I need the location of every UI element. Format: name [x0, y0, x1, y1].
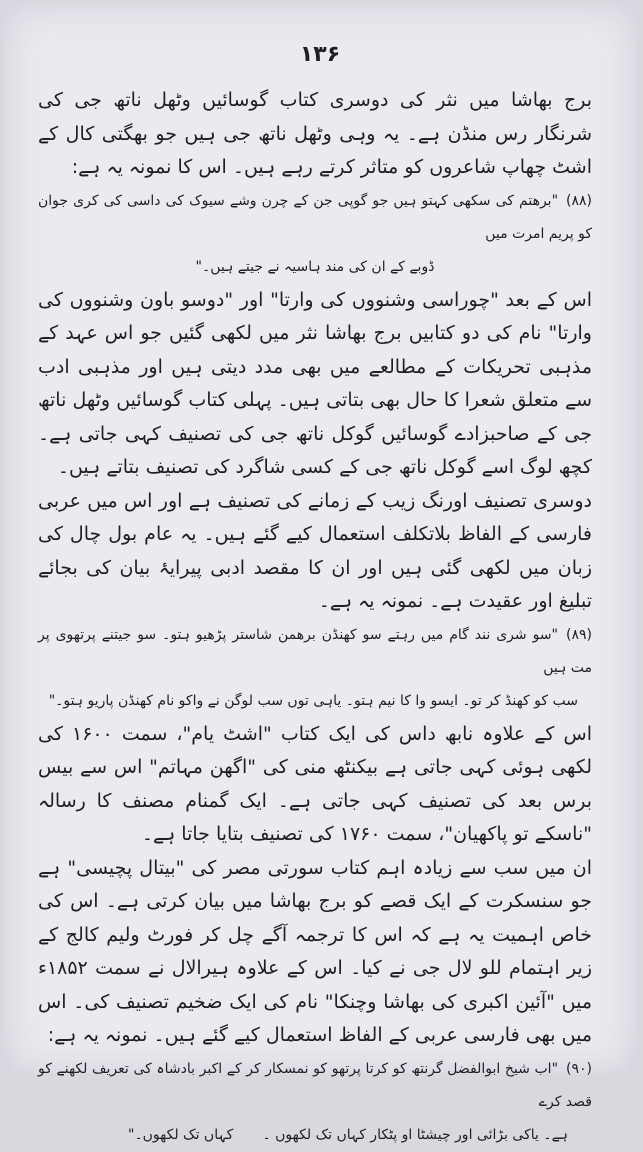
paragraph-1: برج بھاشا میں نثر کی دوسری کتاب گوسائیں وٹھل ناتھ جی کی شرنگار رس منڈن ہے۔ یہ وہی وٹھل ناتھ جی ہیں جو بھگتی کال کے اشٹ چھاپ شاعروں کو متاثر کرتے رہے ہیں۔ اس کا نمونہ یہ ہے: [38, 89, 592, 178]
quote-line: ڈوبے کے ان کی مند ہاسیہ نے جیتے ہیں۔" [195, 258, 435, 275]
page-number: ۱۳۶ [299, 42, 341, 67]
document-page [4, 4, 636, 1143]
quote-line: "اب شیخ ابوالفضل گرنتھ کو کرتا پرتھو کو نمسکار کر کے اکبر بادشاہ کی تعریف لکھنے کو قصد کرے [38, 1060, 592, 1110]
quote-last-line [38, 1119, 592, 1152]
quote-number: (۸۹) [566, 626, 592, 643]
quote-90 [38, 1053, 592, 1152]
quote-line: ہے۔ یاکی بڑائی اور چیشٹا او پٹکار کہاں تک لکھوں ۔ [262, 1126, 568, 1143]
quote-89 [38, 619, 592, 718]
paragraph-5: ان میں سب سے زیادہ اہم کتاب سورتی مصر کی "بیتال پچیسی" ہے جو سنسکرت کے ایک قصے کو برج بھاشا میں بیان کرتی ہے۔ اس کی خاص اہمیت یہ ہے کہ اس کا ترجمہ آگے چل کر فورٹ ولیم کالج کے زیر اہتمام للو لال جی نے کیا۔ اس کے علاوہ ہیرالال نے سمت ۱۸۵۲ء میں "آئین اکبری کی بھاشا وچنکا" نام کی ایک ضخیم تصنیف کی۔ اس میں بھی فارسی عربی کے الفاظ استعمال کیے گئے ہیں۔ نمونہ یہ ہے: [38, 856, 592, 1046]
quote-number: (۸۸) [566, 192, 592, 209]
paragraph-2: اس کے بعد "چوراسی وشنووں کی وارتا" اور "دوسو باون وشنووں کی وارتا" نام کی دو کتابیں برج بھاشا نثر میں لکھی گئیں جو اس عہد کے مذہبی تحریکات کے مطالعے میں بھی مدد دیتی ہیں اور مذہبی ادب سے متعلق شعرا کا حال بھی بتاتی ہیں۔ پہلی کتاب گوسائیں وٹھل ناتھ جی کے صاحبزادے گوسائیں گوکل ناتھ جی کی تصنیف کہی جاتی ہے۔ کچھ لوگ اسے گوکل ناتھ جی کے کسی شاگرد کی تصنیف بتاتے ہیں۔ [38, 288, 592, 478]
paragraph-4: اس کے علاوہ نابھ داس کی ایک کتاب "اشٹ یام"، سمت ۱۶۰۰ کی لکھی ہوئی کہی جاتی ہے بیکنٹھ منی کی "اگھن مہاتم" اس سے بیس برس بعد کی تصنیف کہی جاتی ہے۔ ایک گمنام مصنف کا رسالہ "ناسکے تو پاکھیان"، سمت ۱۷۶۰ کی تصنیف بتایا جاتا ہے۔ [38, 722, 592, 845]
quote-line: کہاں تک لکھوں۔" [128, 1126, 234, 1143]
quote-line: سب کو کھنڈ کر تو۔ ایسو وا کا نیم ہتو۔ یاہی توں سب لوگن نے واکو نام کھنڈن پاریو ہتو۔" [48, 692, 578, 709]
quote-number: (۹۰) [566, 1060, 592, 1077]
page-body [38, 84, 592, 1152]
quote-line: "سو شری نند گام میں رہتے سو کھنڈن برھمن شاستر پڑھیو ہتو۔ سو جیتنے پرتھوی پر مت ہیں [38, 626, 592, 676]
quote-line: "برھتم کی سکھی کہتو ہیں جو گوپی جن کے چرن وشے سیوک کی داسی کی کری جوان کو پریم امرت میں [38, 192, 592, 242]
quote-88 [38, 185, 592, 284]
paragraph-3: دوسری تصنیف اورنگ زیب کے زمانے کی تصنیف ہے اور اس میں عربی فارسی کے الفاظ بلاتکلف استعمال کیے گئے ہیں۔ یہ عام بول چال کی زبان میں لکھی گئی ہیں اور ان کا مقصد ادبی پیرایۂ بیان کی بجائے تبلیغ اور عقیدت ہے۔ نمونہ یہ ہے۔ [38, 489, 592, 612]
